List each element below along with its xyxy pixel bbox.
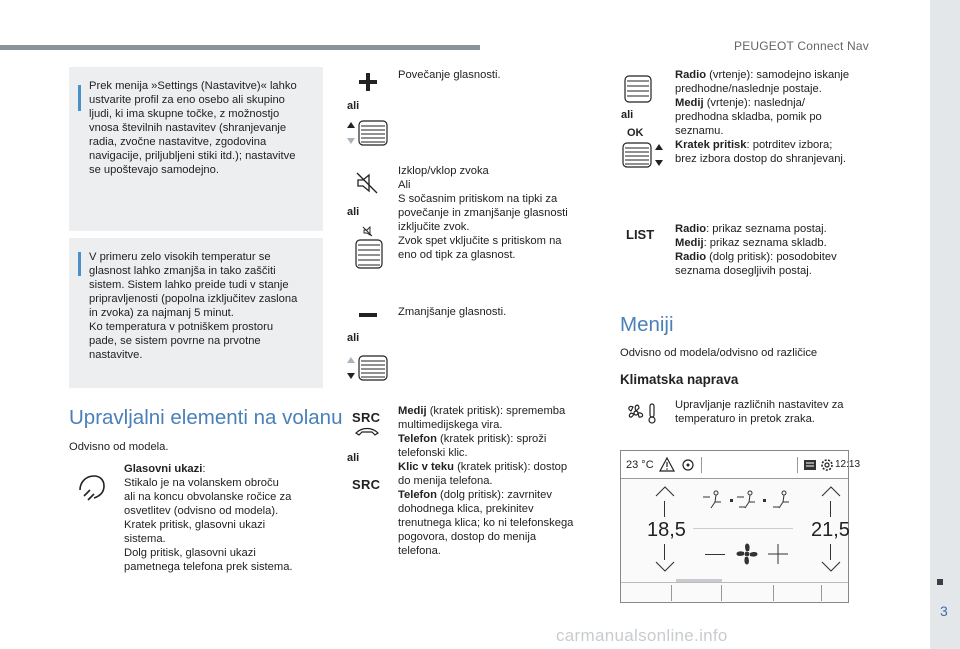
right-temp-tick	[830, 501, 831, 517]
watermark: carmanualsonline.info	[556, 626, 728, 645]
info-text-temperature: V primeru zelo visokih temperatur se glasnost lahko zmanjša in tako zaščiti sistem. Sistem lahko preide tudi v stanje pripravljenosti (popolna izključitev zaslona in zvoka) za najmanj 5 minut. Ko temperatura v potniškem prostoru pade, se sistem povrne na prvotne nastavitve.	[89, 251, 298, 361]
footer-divider	[721, 585, 722, 601]
header-title: PEUGEOT Connect Nav	[734, 39, 869, 53]
right-temp-tick	[830, 544, 831, 560]
section-heading-steering: Upravljalni elementi na volanu	[69, 406, 343, 429]
mute-text: Izklop/vklop zvoka Ali S sočasnim pritiskom na tipki za povečanje in zmanjšanje glasnosti izključite zvok. Zvok spet vključite s pritiskom na eno od tipk za glasnost.	[398, 165, 568, 261]
messages-icon[interactable]	[803, 458, 817, 472]
steering-subtitle: Odvisno od modela.	[69, 441, 169, 453]
menus-subtitle: Odvisno od modela/odvisno od različice	[620, 347, 818, 359]
screen-divider	[693, 528, 793, 529]
src-button-label: SRC	[352, 410, 381, 425]
plus-icon	[357, 71, 379, 93]
air-distribution-face-icon[interactable]	[701, 489, 725, 511]
left-temp-down-chevron-icon[interactable]	[655, 561, 675, 573]
mute-thumbwheel-icon	[354, 226, 384, 270]
footer-divider	[821, 585, 822, 601]
mute-icon	[354, 170, 380, 196]
warning-icon[interactable]	[659, 457, 675, 472]
src-text: Medij (kratek pritisk): sprememba multimedijskega vira. Telefon (kratek pritisk): sproži telefonski klic. Klic v teku (kratek pritisk): dostop do menija telefona. Telefon (dolg pritisk): zavrnitev dohodnega klica, prekinitev trenutnega klica; ko ni telefonskega pogovora, dostop do menija telefona.	[398, 405, 574, 557]
ok-button-label: OK	[627, 127, 644, 139]
status-divider	[701, 457, 702, 473]
or-label: ali	[347, 100, 360, 112]
air-separator-dot	[763, 499, 766, 502]
screen-status-bar	[621, 451, 861, 479]
phone-icon	[354, 425, 380, 437]
or-label: ali	[347, 206, 360, 218]
or-label: ali	[347, 452, 360, 464]
fan-icon	[732, 539, 762, 569]
status-divider	[797, 457, 798, 473]
air-distribution-feet-icon[interactable]	[769, 489, 793, 511]
air-distribution-face-feet-icon[interactable]	[735, 489, 759, 511]
outside-temperature: 23 °C	[626, 459, 654, 471]
climate-fan-icon	[625, 401, 659, 425]
right-temp-down-chevron-icon[interactable]	[821, 561, 841, 573]
climate-screen	[620, 450, 861, 603]
list-button-label: LIST	[626, 227, 655, 242]
info-icon	[78, 85, 81, 111]
list-text: Radio: prikaz seznama postaj. Medij: prikaz seznama skladb. Radio (dolg pritisk): posodobitev seznama dosegljivih postaj.	[675, 223, 837, 277]
left-temp-tick	[664, 501, 665, 517]
air-separator-dot	[730, 499, 733, 502]
section-heading-menus: Meniji	[620, 313, 674, 336]
info-icon	[78, 252, 81, 276]
info-text-settings: Prek menija »Settings (Nastavitve)« lahko ustvarite profil za eno osebo ali skupino ljudi, ki ima skupne točke, z možnostjo vnosa številnih nastavitev (shranjevanje radia, zvočne nastavitve, zgodovina navigacije, priljubljeni stiki itd.); nastavitve se upoštevajo samodejno.	[89, 80, 297, 176]
climate-text: Upravljanje različnih nastavitev za temperaturo in pretok zraka.	[675, 399, 844, 425]
fan-decrease-icon[interactable]	[705, 554, 725, 555]
footer-divider	[773, 585, 774, 601]
thumbwheel-down-icon	[347, 353, 391, 383]
thumbwheel-updown-icon	[621, 140, 665, 170]
climate-heading: Klimatska naprava	[620, 372, 739, 387]
left-temp-tick	[664, 544, 665, 560]
thumbwheel-up-icon	[347, 118, 391, 148]
info-box-temperature	[69, 238, 323, 388]
thumbwheel-icon	[623, 74, 653, 104]
navigation-icon[interactable]	[681, 458, 695, 472]
info-box-settings	[69, 67, 323, 231]
src-button-label: SRC	[352, 477, 381, 492]
right-margin-band	[930, 0, 960, 649]
page-number: 3	[940, 603, 948, 619]
volume-up-text: Povečanje glasnosti.	[398, 69, 501, 81]
volume-down-text: Zmanjšanje glasnosti.	[398, 306, 507, 318]
footer-divider	[671, 585, 672, 601]
voice-command-icon	[76, 470, 110, 504]
header-rule	[0, 45, 480, 50]
or-label: ali	[347, 332, 360, 344]
screen-footer	[621, 582, 848, 602]
fan-increase-icon[interactable]	[767, 543, 789, 565]
voice-command-text: Glasovni ukazi: Stikalo je na volanskem obroču ali na koncu obvolanske ročice za osvetlitev (odvisno od modela). Kratek pritisk, glasovni ukazi sistema. Dolg pritisk, glasovni ukazi pametnega telefona prek sistema.	[124, 463, 293, 573]
or-label: ali	[621, 109, 634, 121]
settings-icon[interactable]	[820, 458, 834, 472]
minus-icon	[357, 312, 379, 318]
left-temperature: 18,5	[647, 519, 686, 541]
right-temperature: 21,5	[811, 519, 850, 541]
clock: 12:13	[835, 459, 861, 470]
radio-rotation-text: Radio (vrtenje): samodejno iskanje predhodne/naslednje postaje. Medij (vrtenje): naslednja/ predhodna skladba, pomik po seznamu. Kratek pritisk: potrditev izbora; brez izbora dostop do shranjevanj.	[675, 69, 850, 165]
continue-marker	[937, 579, 943, 585]
left-temp-up-chevron-icon[interactable]	[655, 485, 675, 497]
right-temp-up-chevron-icon[interactable]	[821, 485, 841, 497]
